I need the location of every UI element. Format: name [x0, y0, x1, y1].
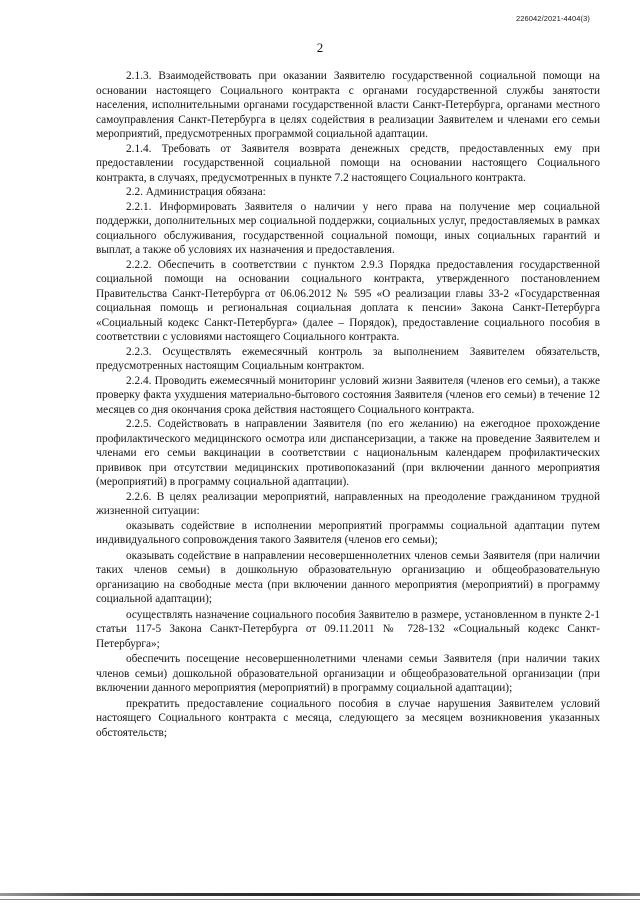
paragraph-2-2-4: 2.2.4. Проводить ежемесячный мониторинг условий жизни Заявителя (членов его семьи), а также проверку факта ухудшения материально-бытового состояния Заявителя (членов его семьи) в течение 12 месяцев со дня окончания срока действия настоящего Социального контракта.: [96, 374, 600, 416]
paragraph-2-2-1: 2.2.1. Информировать Заявителя о наличии у него права на получение мер социальной поддержки, дополнительных мер социальной поддержки, социальных услуг, предоставляемых в рамках социального обслуживания, государственной социальной помощи, иных социальных гарантий и выплат, а также об условиях их назначения и предоставления.: [96, 200, 600, 256]
paragraph-2-2-3: 2.2.3. Осуществлять ежемесячный контроль за выполнением Заявителем обязательств, предусмотренных настоящим Социальным контрактом.: [96, 345, 600, 372]
document-id: 226042/2021-4404(3): [515, 14, 590, 23]
paragraph-item-benefit-assignment: осуществлять назначение социального пособия Заявителю в размере, установленном в пункте 2-1 статьи 117-5 Закона Санкт-Петербурга от 09.11.2011 № 728-132 «Социальный кодекс Санкт-Петербурга»;: [96, 608, 600, 650]
paragraph-2-2-5: 2.2.5. Содействовать в направлении Заявителя (по его желанию) на ежегодное прохождение профилактического медицинского осмотра или диспансеризации, а также на проведение Заявителем и членами его семьи вакцинации в соответствии с национальным календарем профилактических прививок при отсутствии медицинских противопоказаний (при включении данного мероприятия (мероприятий) в программу социальной адаптации).: [96, 418, 600, 488]
paragraph-2-1-4: 2.1.4. Требовать от Заявителя возврата денежных средств, предоставленных ему при предоставлении государственной социальной помощи на основании настоящего Социального контракта, в случаях, предусмотренных в пункте 7.2 настоящего Социального контракта.: [96, 142, 600, 184]
paragraph-2-2-2: 2.2.2. Обеспечить в соответствии с пунктом 2.9.3 Порядка предоставления государственной социальной помощи на основании социального контракта, утвержденного постановлением Правительства Санкт-Петербурга от 06.06.2012 № 595 «О реализации главы 33-2 «Государственная социальная помощь и региональная социальная доплата к пенсии» Закона Санкт-Петербурга «Социальный кодекс Санкт-Петербурга» (далее – Порядок), предоставление социального пособия в соответствии с условиями настоящего Социального контракта.: [96, 258, 600, 343]
document-body: [96, 69, 600, 740]
paragraph-2-2: 2.2. Администрация обязана:: [126, 186, 266, 198]
paragraph-item-school-attendance: обеспечить посещение несовершеннолетними членами семьи Заявителя (при наличии таких членов семьи) дошкольной образовательной организации и общеобразовательной организации (при включении данного мероприятия (мероприятий) в программу социальной адаптации);: [96, 653, 600, 694]
paragraph-2-1-3: 2.1.3. Взаимодействовать при оказании Заявителю государственной социальной помощи на основании настоящего Социального контракта с органами государственной службы занятости населения, исполнительными органами государственной власти Санкт-Петербурга, органами местного самоуправления Санкт-Петербурга в целях содействия в реализации Заявителем и членами его семьи мероприятий, предусмотренных программой социальной адаптации.: [96, 70, 600, 140]
paragraph-item-school-placement: оказывать содействие в направлении несовершеннолетних членов семьи Заявителя (при наличии таких членов семьи) в дошкольную образовательную организацию и общеобразовательную организацию на свободные места (при включении данного мероприятия (мероприятий) в программу социальной адаптации);: [96, 549, 600, 605]
paragraph-2-2-6: 2.2.6. В целях реализации мероприятий, направленных на преодоление гражданином трудной жизненной ситуации:: [96, 490, 600, 517]
paragraph-item-support-program: оказывать содействие в исполнении мероприятий программы социальной адаптации путем индивидуального сопровождения такого Заявителя (членов его семьи);: [96, 519, 600, 546]
paragraph-item-benefit-termination: прекратить предоставление социального пособия в случае нарушения Заявителем условий настоящего Социального контракта с месяца, следующего за месяцем возникновения указанных обстоятельств;: [96, 697, 600, 739]
page-number: 2: [316, 40, 324, 55]
scan-edge-line: [0, 893, 640, 896]
scan-edge-line-thin: [0, 899, 640, 900]
